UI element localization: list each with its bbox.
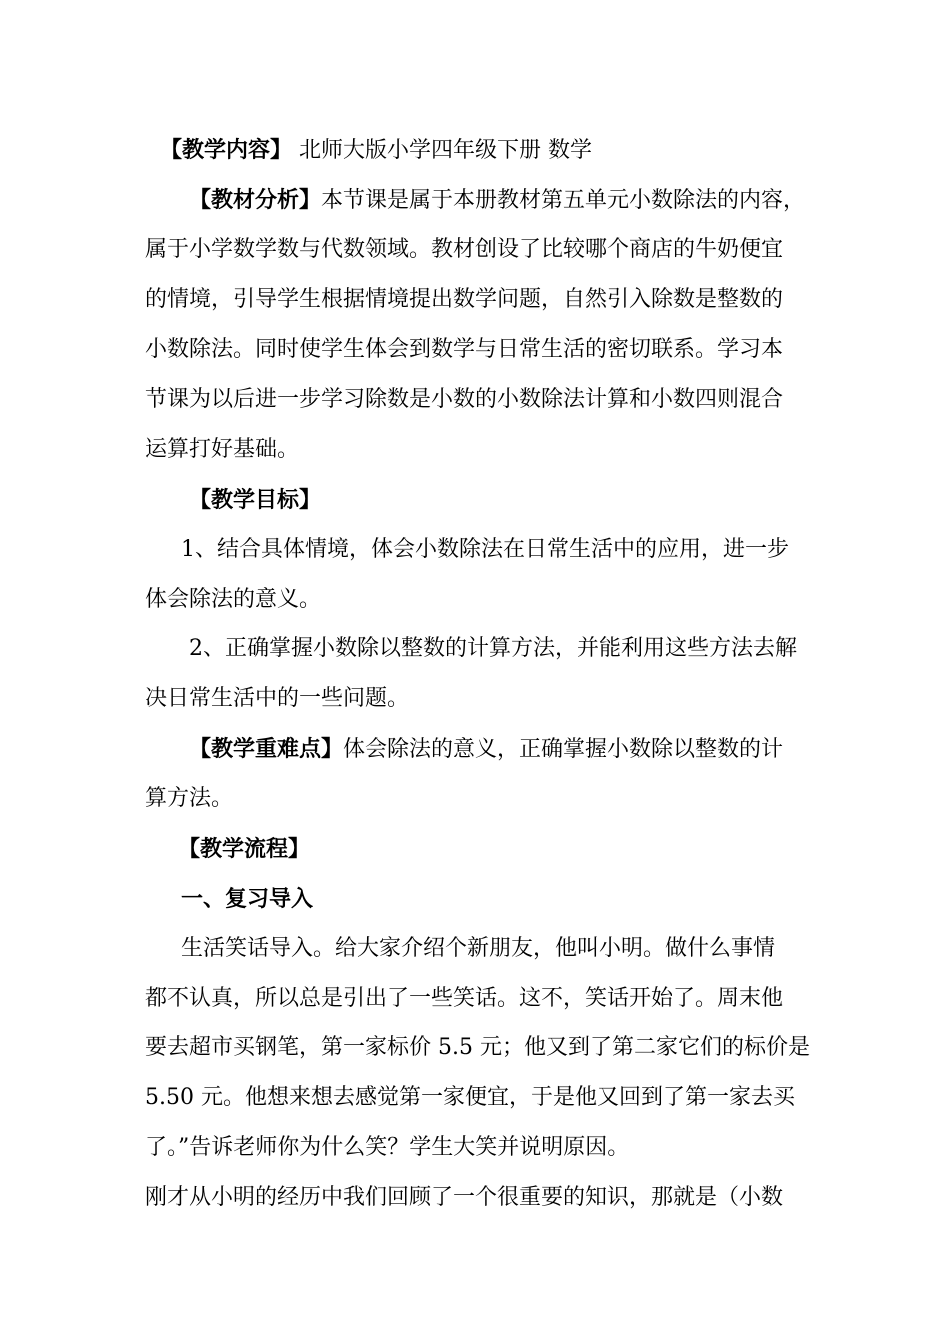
- paragraph-line: 要去超市买钢笔，第一家标价 5.5 元；他又到了第二家它们的标价是: [145, 1035, 810, 1060]
- goal-item-1-line: 1、结合具体情境，体会小数除法在日常生活中的应用，进一步: [181, 537, 789, 562]
- key-points-text: 体会除法的意义，正确掌握小数除以整数的计: [343, 737, 784, 762]
- material-analysis-line: [189, 185, 805, 216]
- lesson-content-heading: 【教学内容】: [160, 137, 293, 163]
- paragraph-line: 生活笑话导入。给大家介绍个新朋友，他叫小明。做什么事情: [181, 936, 776, 961]
- paragraph-line: 了。”告诉老师你为什么笑？学生大笑并说明原因。: [145, 1135, 630, 1160]
- lesson-content-text: 北师大版小学四年级下册 数学: [292, 138, 593, 163]
- paragraph-line: 属于小学数学数与代数领域。教材创设了比较哪个商店的牛奶便宜: [145, 237, 784, 262]
- paragraph-line: 刚才从小明的经历中我们回顾了一个很重要的知识，那就是（小数: [145, 1185, 784, 1210]
- paragraph-line: 小数除法。同时使学生体会到数学与日常生活的密切联系。学习本: [145, 337, 784, 362]
- material-analysis-text: 本节课是属于本册教材第五单元小数除法的内容，: [321, 188, 806, 213]
- paragraph-line: 运算打好基础。: [145, 437, 300, 462]
- teaching-process-heading: 【教学流程】: [178, 836, 311, 862]
- key-points-continuation: 算方法。: [145, 786, 234, 811]
- goal-item-2-line: 2、正确掌握小数除以整数的计算方法，并能利用这些方法去解: [189, 636, 797, 661]
- section-review-heading: 一、复习导入: [181, 886, 314, 912]
- goal-item-2-continuation: 决日常生活中的一些问题。: [145, 686, 410, 711]
- paragraph-line: 5.50 元。他想来想去感觉第一家便宜，于是他又回到了第一家去买: [145, 1085, 795, 1110]
- material-analysis-heading: 【教材分析】: [189, 187, 322, 213]
- key-points-line: [189, 734, 783, 765]
- paragraph-line: 都不认真，所以总是引出了一些笑话。这不，笑话开始了。周末他: [145, 986, 784, 1011]
- teaching-goals-heading: 【教学目标】: [189, 487, 322, 513]
- paragraph-line: 节课为以后进一步学习除数是小数的小数除法计算和小数四则混合: [145, 387, 784, 412]
- lesson-content-line: [160, 135, 592, 166]
- goal-item-1-continuation: 体会除法的意义。: [145, 587, 322, 612]
- paragraph-line: 的情境，引导学生根据情境提出数学问题，自然引入除数是整数的: [145, 287, 784, 312]
- key-points-heading: 【教学重难点】: [189, 736, 344, 762]
